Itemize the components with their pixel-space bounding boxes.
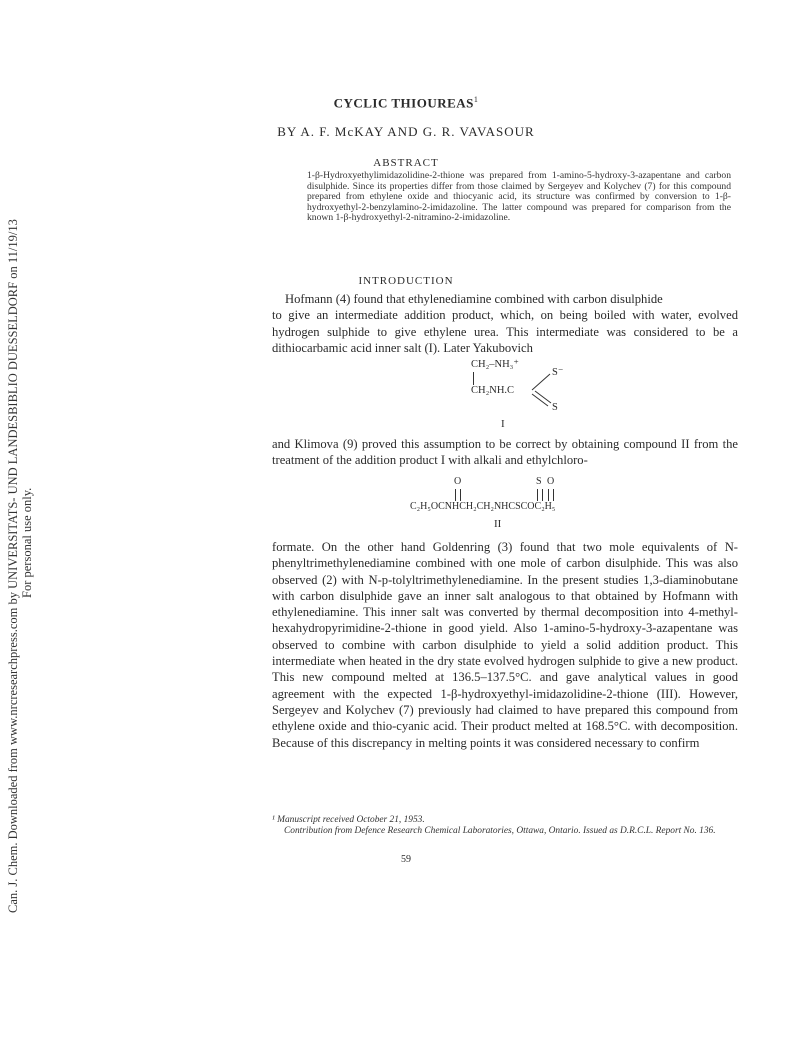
- article-title: [0, 95, 812, 111]
- page-number: 59: [401, 854, 411, 865]
- abstract-heading: ABSTRACT: [373, 157, 439, 169]
- structure-ii-double-bond-1: [455, 489, 461, 501]
- footnote-1: ¹ Manuscript received October 21, 1953.: [272, 815, 425, 825]
- intro-paragraph-1-first-line: Hofmann (4) found that ethylenediamine combined with carbon disulphide: [285, 292, 663, 306]
- structure-ii-formula: C₂H₅OCNHCH₂CH₂NHCSCOC₂H₅: [410, 501, 556, 512]
- structure-ii-double-bond-2: [537, 489, 543, 501]
- footnote-2: Contribution from Defence Research Chemical Laboratories, Ottawa, Ontario. Issued as D.R.C.L. Report No. 136.: [284, 825, 716, 836]
- structure-i-line1: CH₂–NH₃⁺: [471, 359, 519, 370]
- intro-paragraph-1-rest: to give an intermediate addition product, which, on being boiled with water, evolved hydrogen sulphide to give ethylene urea. This intermediate was considered to be a dithiocarbamic acid inner salt (I). Later Yakubovich: [272, 308, 738, 355]
- structure-i-s-minus: S⁻: [552, 367, 564, 378]
- structure-i-bonds: [530, 364, 554, 408]
- intro-paragraph-2: and Klimova (9) proved this assumption to be correct by obtaining compound II from the treatment of the addition product I with alkali and ethylchloro-: [272, 437, 738, 468]
- structure-i: [466, 358, 586, 430]
- structure-ii-double-bond-3: [548, 489, 554, 501]
- structure-ii-oxygen-2: O: [547, 476, 555, 487]
- abstract-text: 1-β-Hydroxyethylimidazolidine-2-thione was prepared from 1-amino-5-hydroxy-3-azapentane and carbon disulphide. Since its properties differ from those claimed by Sergeyev and Kolychev (7) for this compound prepared from ethylene oxide and thiocyanic acid, its structure was confirmed by conversion to 1-β-hydroxyethyl-2-benzylamino-2-imidazoline. The latter compound was prepared for comparison from the known 1-β-hydroxyethyl-2-nitramino-2-imidazoline.: [307, 170, 731, 223]
- title-footnote-marker: 1: [473, 95, 479, 104]
- intro-paragraph-1: [272, 291, 738, 356]
- intro-paragraph-3: formate. On the other hand Goldenring (3) found that two mole equivalents of N-phenyltrimethylenediamine combined with one mole of carbon disulphide. This was also observed (2) with N-p-tolyltrimethylenediamine. In the present studies 1,3-diaminobutane with carbon disulphide gave an inner salt analogous to that obtained by Hofmann with ethylenediamine. This inner salt was converted by thermal decomposition into 4-methyl-hexahydropyrimidine-2-thione in good yield. Also 1-amino-5-hydroxy-3-azapentane was observed to combine with carbon disulphide to yield a solid addition product. This intermediate when heated in the dry state evolved hydrogen sulphide to give a new product. This new compound melted at 136.5–137.5°C. and gave analytical values in good agreement with the expected 1-β-hydroxyethyl-imidazolidine-2-thione (III). However, Sergeyev and Kolychev (7) previously had claimed to have prepared this compound from ethylene oxide and thio-cyanic acid. Their product melted at 168.5°C. with decomposition. Because of this discrepancy in melting points it was considered necessary to confirm: [272, 540, 738, 750]
- structure-i-line2: CH₂NH.C: [471, 385, 515, 396]
- footnotes: [272, 815, 738, 836]
- structure-ii-oxygen-1: O: [454, 476, 462, 487]
- structure-i-bond: [473, 372, 474, 385]
- structure-i-s: S: [552, 402, 558, 413]
- structure-ii-sulfur: S: [536, 476, 542, 487]
- structure-ii-label: II: [494, 518, 502, 530]
- structure-ii: [410, 476, 610, 520]
- structure-i-label: I: [501, 418, 505, 430]
- title-text: CYCLIC THIOUREAS: [333, 95, 474, 111]
- introduction-heading: INTRODUCTION: [358, 275, 454, 287]
- authors-line: BY A. F. McKAY AND G. R. VAVASOUR: [277, 124, 535, 139]
- personal-use-notice: For personal use only.: [20, 487, 34, 598]
- download-notice: Can. J. Chem. Downloaded from www.nrcresearchpress.com by UNIVERSITATS- UND LANDESBIBLIO DUESSELDORF on 11/19/13: [6, 219, 20, 913]
